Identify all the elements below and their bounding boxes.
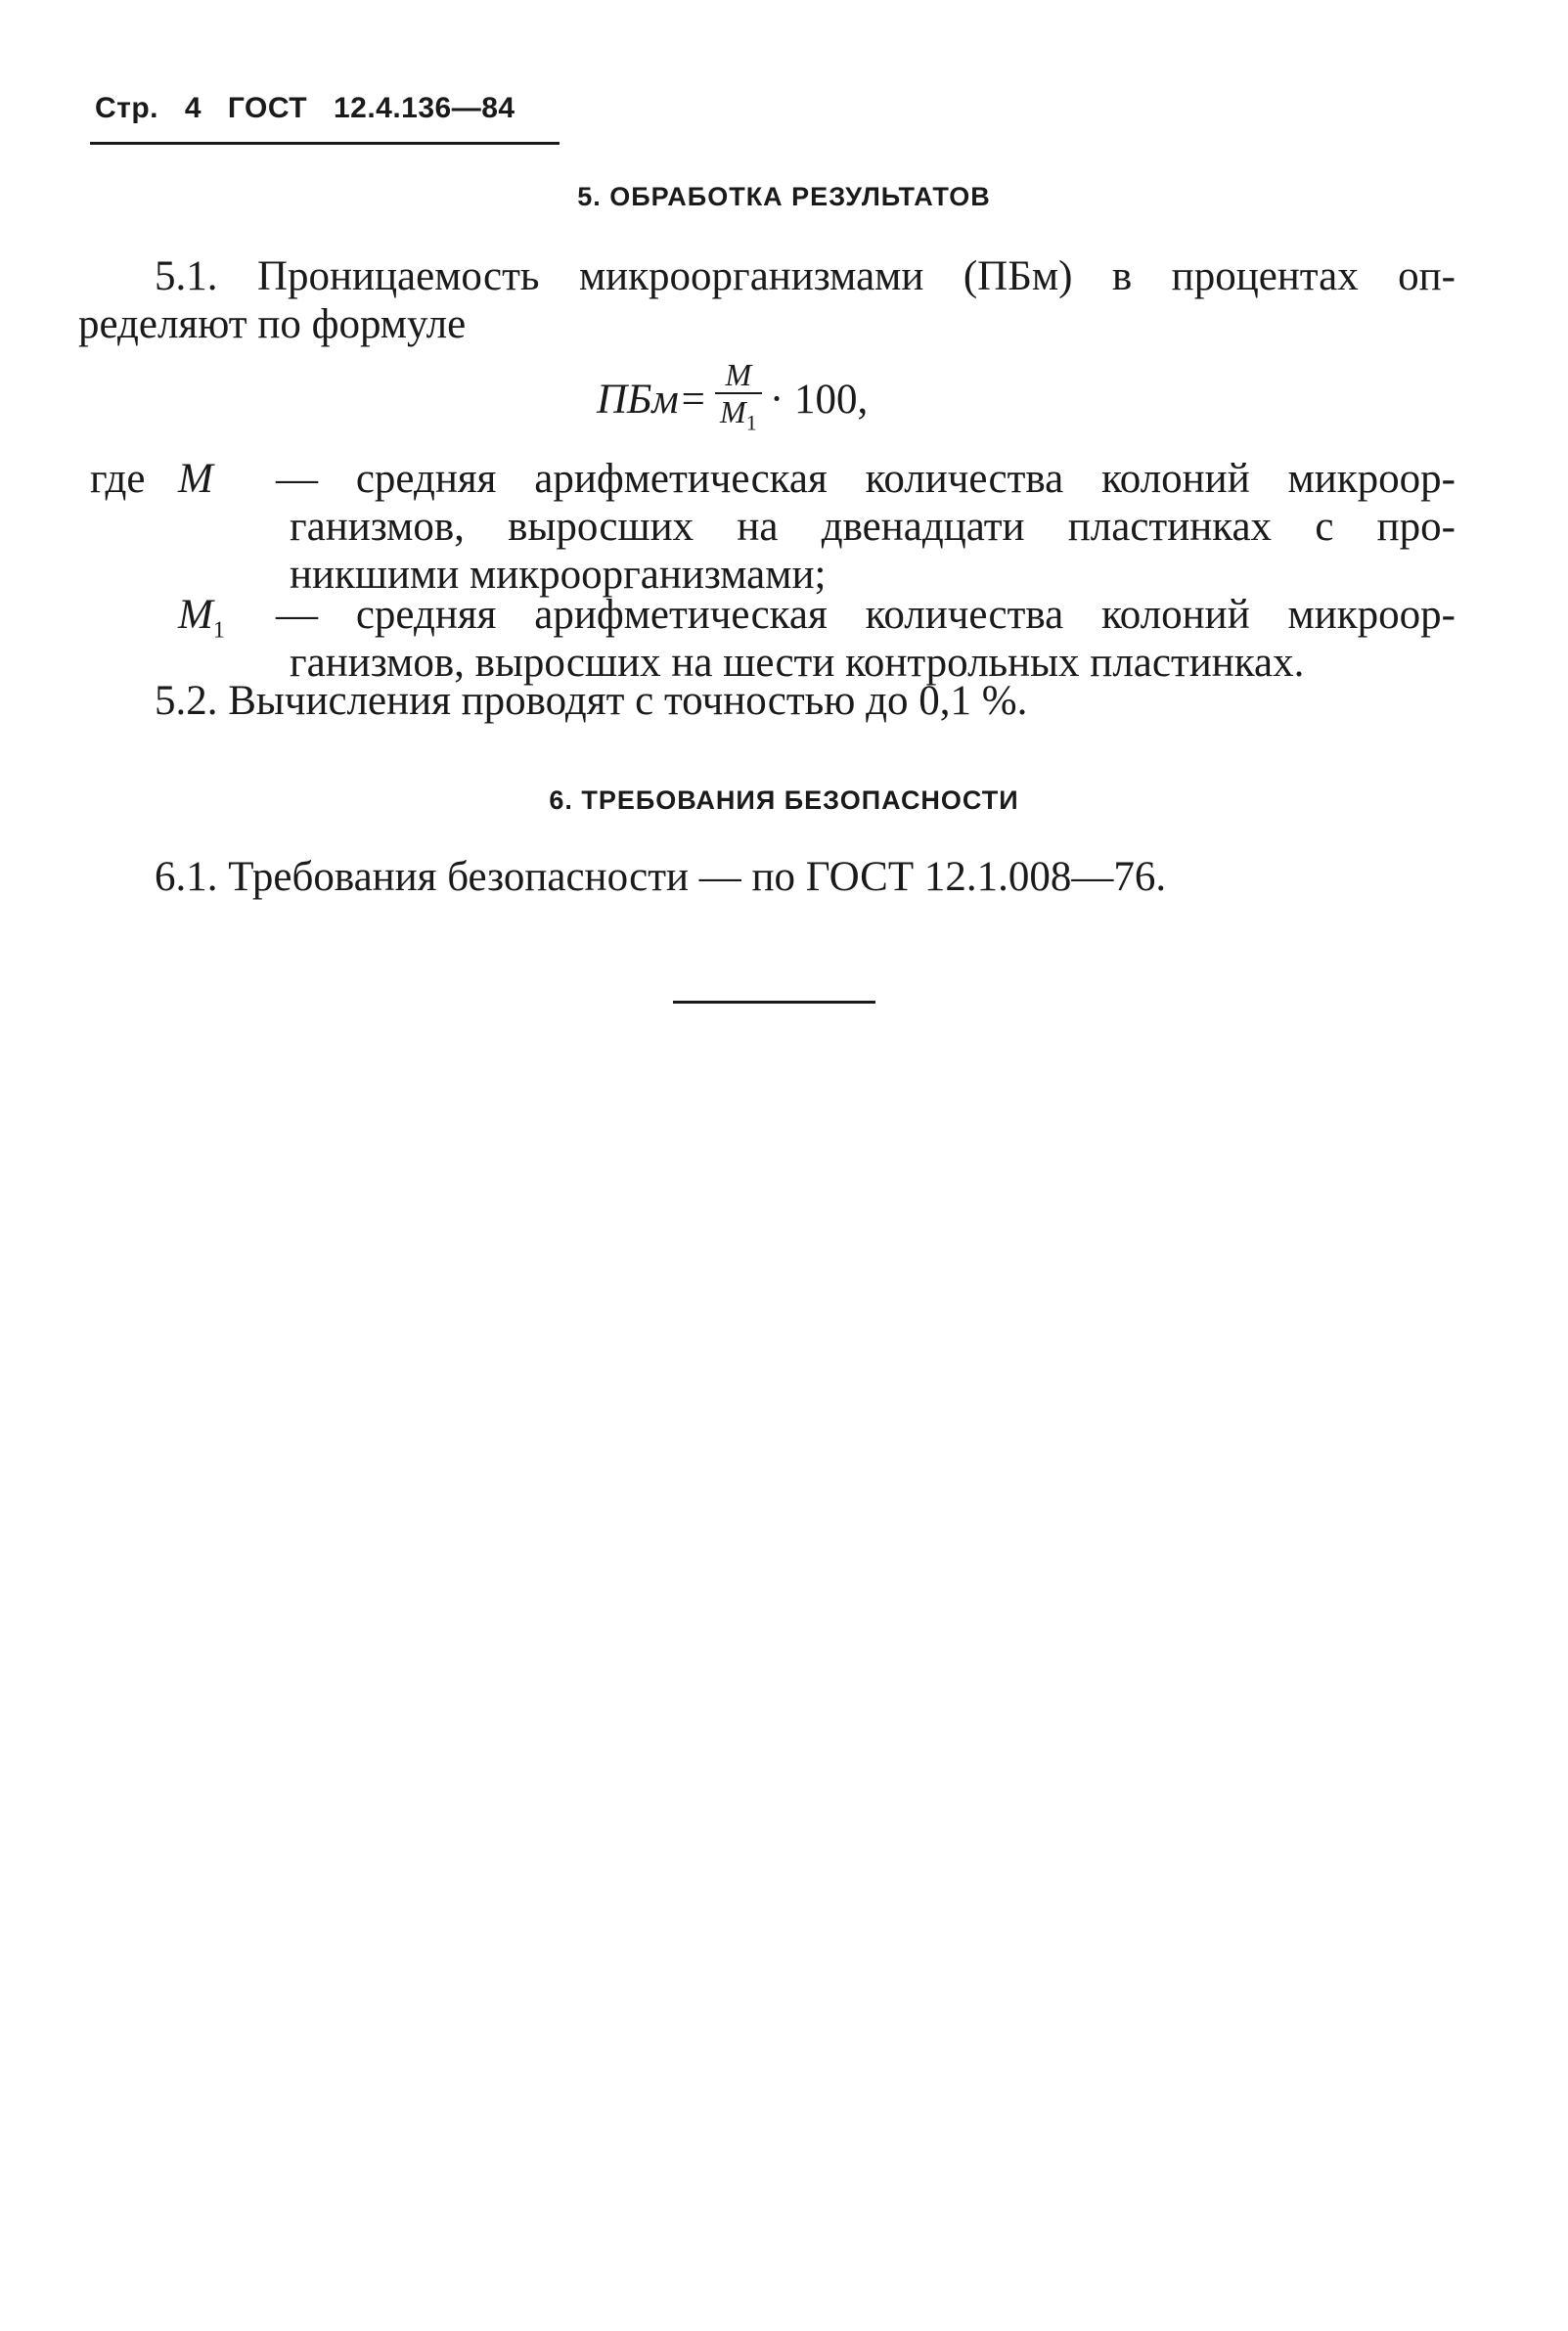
paragraph-5-1-line-1: 5.1. Проницаемость микроорганизмами (ПБм) в процентах оп- (155, 253, 1456, 299)
paragraph-6-1: 6.1. Требования безопасности — по ГОСТ 12.1.008—76. (155, 854, 1167, 900)
formula (597, 355, 868, 443)
definition-m-line-2: ганизмов, выросших на двенадцати пластинках с про- (290, 504, 1456, 550)
formula-lhs: ПБм= (597, 376, 707, 423)
page-header (95, 92, 533, 125)
formula-fraction (715, 357, 762, 440)
variable-m1: $М_1$ (178, 592, 225, 644)
formula-denominator: $М_1$ (720, 394, 757, 435)
section-5-title: 5. ОБРАБОТКА РЕЗУЛЬТАТОВ (577, 182, 991, 211)
definition-m1-line-1: — средняя арифметическая количества колоний микроор- (276, 592, 1456, 638)
page-number: 4 (184, 92, 202, 124)
paragraph-5-1-line-2: ределяют по формуле (78, 301, 467, 347)
header-rule (90, 142, 560, 145)
definition-m-line-1: — средняя арифметическая количества колоний микроор- (276, 456, 1456, 502)
paragraph-5-2: 5.2. Вычисления проводят с точностью до 0,1 %. (155, 678, 1028, 724)
formula-tail: · 100, (769, 376, 869, 423)
definition-m-line-3: никшими микроорганизмами; (290, 552, 827, 598)
page-label: Стр. (95, 92, 159, 124)
definition-m1-line-2: ганизмов, выросших на шести контрольных пластинках. (290, 640, 1305, 686)
formula-numerator: М (725, 357, 752, 393)
section-6-title: 6. ТРЕБОВАНИЯ БЕЗОПАСНОСТИ (549, 785, 1019, 815)
variable-m: М (178, 456, 213, 502)
where-word: где (90, 456, 146, 502)
standard-label: ГОСТ (227, 92, 308, 124)
standard-code: 12.4.136—84 (333, 92, 515, 124)
end-rule (673, 1001, 875, 1004)
